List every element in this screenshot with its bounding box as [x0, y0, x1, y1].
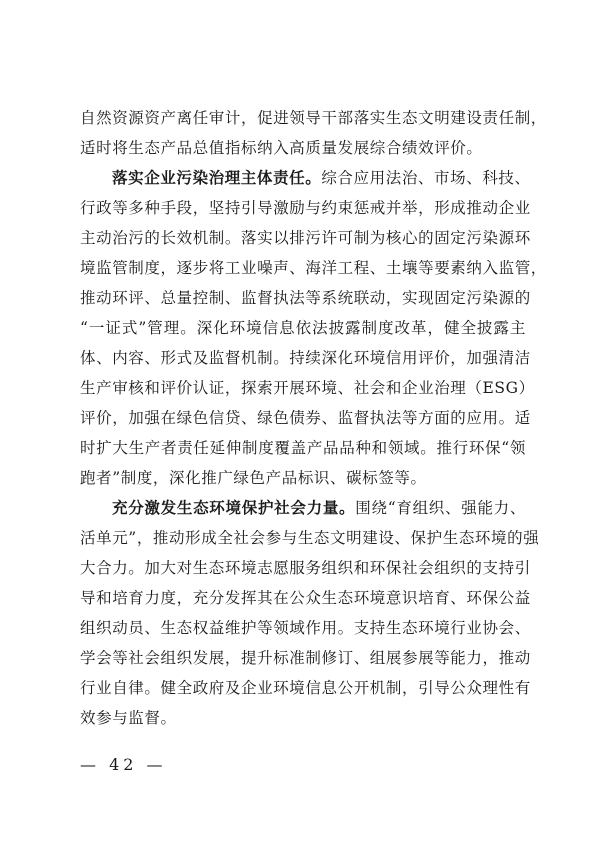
paragraph-line: 行政等多种手段，坚持引导激励与约束惩戒并举，形成推动企业 — [80, 199, 531, 217]
paragraph-first-line — [80, 163, 531, 193]
paragraph-line: 适时将生态产品总值指标纳入高质量发展综合绩效评价。 — [80, 139, 483, 157]
document-page — [80, 103, 547, 733]
section-heading: 充分激发生态环境保护社会力量。 — [112, 499, 356, 517]
paragraph-line: 学会等社会组织发展，提升标准制修订、组展参展等能力，推动 — [80, 649, 531, 667]
page-number: — 42 — — [80, 755, 167, 774]
paragraph-2 — [80, 163, 547, 493]
paragraph-line: 效参与监督。 — [80, 709, 177, 727]
paragraph-line: 推动环评、总量控制、监督执法等系统联动，实现固定污染源的 — [80, 289, 531, 307]
paragraph-text: 围绕“育组织、强能力、 — [355, 499, 526, 517]
paragraph-line: 大合力。加大对生态环境志愿服务组织和环保社会组织的支持引 — [80, 559, 531, 577]
paragraph-line: 生产审核和评价认证，探索开展环境、社会和企业治理（ESG） — [80, 379, 535, 397]
paragraph-3 — [80, 493, 540, 733]
paragraph-line: 主动治污的长效机制。落实以排污许可制为核心的固定污染源环 — [80, 229, 531, 247]
paragraph-line: 体、内容、形式及监督机制。持续深化环境信用评价，加强清洁 — [80, 349, 531, 367]
section-heading: 落实企业污染治理主体责任。 — [112, 169, 322, 187]
paragraph-1 — [80, 103, 547, 163]
paragraph-line: “一证式”管理。深化环境信息依法披露制度改革，健全披露主 — [80, 319, 526, 337]
paragraph-line: 自然资源资产离任审计，促进领导干部落实生态文明建设责任制， — [80, 109, 547, 127]
paragraph-line: 活单元”，推动形成全社会参与生态文明建设、保护生态环境的强 — [80, 529, 540, 547]
paragraph-line: 时扩大生产者责任延伸制度覆盖产品品种和领域。推行环保“领 — [80, 439, 526, 457]
paragraph-text: 综合应用法治、市场、科技、 — [321, 169, 531, 187]
paragraph-line: 导和培育力度，充分发挥其在公众生态环境意识培育、环保公益 — [80, 589, 531, 607]
paragraph-line: 行业自律。健全政府及企业环境信息公开机制，引导公众理性有 — [80, 679, 531, 697]
paragraph-first-line — [80, 493, 526, 523]
paragraph-line: 境监管制度，逐步将工业噪声、海洋工程、土壤等要素纳入监管， — [80, 259, 547, 277]
paragraph-line: 评价，加强在绿色信贷、绿色债券、监督执法等方面的应用。适 — [80, 409, 531, 427]
paragraph-line: 组织动员、生态权益维护等领域作用。支持生态环境行业协会、 — [80, 619, 531, 637]
paragraph-line: 跑者”制度，深化推广绿色产品标识、碳标签等。 — [80, 469, 427, 487]
